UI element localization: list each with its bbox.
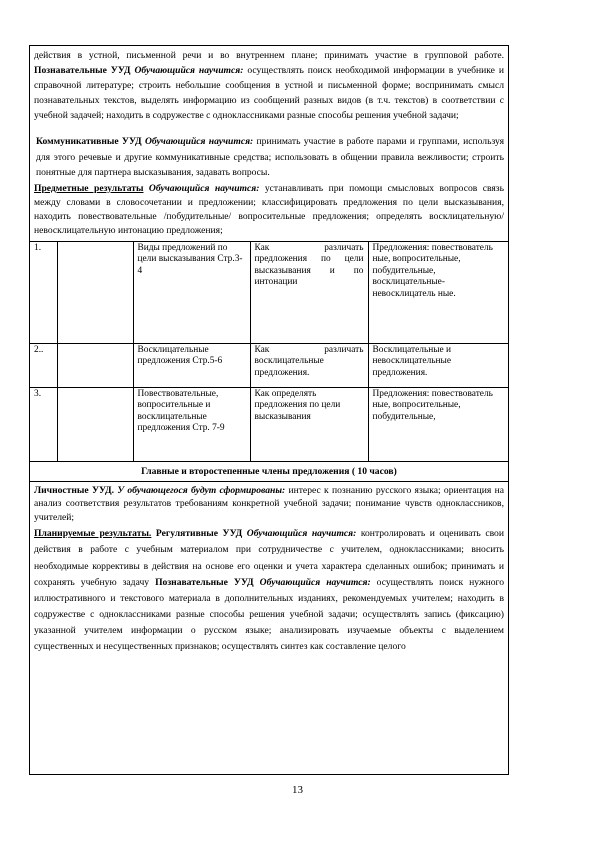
row-topic: Виды предложений по цели высказывания Стр.3-4 [133, 241, 250, 343]
table-row [30, 343, 509, 387]
planned-label: Планируемые результаты. [34, 528, 152, 540]
row-topic: Повествовательные, вопросительные и восклицательные предложения Стр. 7-9 [133, 387, 250, 461]
communicative-label: Коммуникативные УУД [36, 136, 142, 148]
row-topic: Восклицательные предложения Стр.5-6 [133, 343, 250, 387]
cognitive-label: Познавательные УУД [34, 65, 131, 77]
subject-paragraph [30, 182, 508, 241]
subject-label: Предметные результаты [34, 182, 144, 194]
personal-learner: У обучающегося будут сформированы: [117, 484, 286, 496]
regulative-label: Регулятивные УУД [155, 528, 243, 540]
row-question: Как различать предложения по цели высказывания и по интонации [250, 241, 368, 343]
personal-label: Личностные УУД. [34, 484, 115, 496]
page-frame [29, 45, 509, 775]
page-number: 13 [292, 784, 303, 796]
table-row [30, 387, 509, 461]
communicative-paragraph [30, 132, 508, 181]
intro-text: действия в устной, письменной речи и во внутреннем плане; принимать участие в групповой работе. [34, 50, 504, 61]
cognitive-text-2: осуществлять поиск нужного иллюстративного и текстового материала в дополнительных изданиях, рекомендуемых учителем; находить в содружестве с одноклассниками разные способы решения учебной задачи; осуществлять запись (фиксацию) указанной учителем информации о русском языке; анализировать изучаемые объекты с выделением существенных и несущественных признаков; осуществлять синтез как составление целого [34, 576, 504, 652]
row-empty-cell [57, 343, 133, 387]
personal-text: интерес к познанию русского языка; ориентация на анализ соответствия результатов требованиям конкретной учебной задачи; понимание чувств одноклассников, учителей; [34, 484, 504, 523]
row-number: 2.. [30, 343, 57, 387]
intro-paragraph [30, 46, 508, 125]
section-title: Главные и второстепенные члены предложения ( 10 часов) [30, 462, 508, 482]
communicative-learner: Обучающийся научится: [144, 136, 254, 148]
lessons-table [30, 241, 509, 462]
row-empty-cell [57, 241, 133, 343]
row-number: 3. [30, 387, 57, 461]
row-empty-cell [57, 387, 133, 461]
subject-text: устанавливать при помощи смысловых вопросов связь между словами в словосочетании и предложении; классифицировать предложения по цели высказывания, находить повествовательные /побудительные/ вопросительные предложения; определять восклицательную/невосклицательную интонацию предложения; [34, 182, 504, 237]
row-number: 1. [30, 241, 57, 343]
row-question: Как различать восклицательные предложения. [250, 343, 368, 387]
row-concepts: Предложения: повествователь ные, вопросительные, побудительные, [368, 387, 509, 461]
communicative-text: принимать участие в работе парами и группами, используя для этого речевые и другие коммуникативные средства; использовать в общении правила вежливости; строить понятные для партнера высказывания, задавать вопросы. [36, 136, 504, 178]
row-concepts: Восклицательные и невосклицательные предложения. [368, 343, 509, 387]
regulative-learner: Обучающийся научится: [246, 528, 357, 540]
cognitive-text: осуществлять поиск необходимой информации в учебнике и справочной литературе; строить небольшие сообщения в устной и письменной форме; воспринимать смысл познавательных текстов, выделять информацию из сообщений разных видов (в т.ч. текстов) в соответствии с учебной задачей; находить в содружестве с одноклассниками разные способы решения учебной задачи; [34, 65, 504, 122]
subject-learner: Обучающийся научится: [148, 182, 260, 194]
cognitive-learner: Обучающийся научится: [134, 65, 244, 77]
regulative-text: контролировать и оценивать свои действия в работе с учебным материалом при сотрудничестве с учителем, одноклассниками; вносить необходимые коррективы в действия на основе его оценки и учета характера сделанных ошибок; принимать и сохранять учебную задачу [34, 528, 504, 588]
row-concepts: Предложения: повествователь ные, вопросительные, побудительные, восклицательные-невосклицатель ные. [368, 241, 509, 343]
cognitive-label-2: Познавательные УУД [155, 576, 254, 588]
row-question: Как определять предложения по цели высказывания [250, 387, 368, 461]
planned-paragraph [30, 526, 508, 657]
table-row [30, 241, 509, 343]
personal-paragraph [30, 482, 508, 527]
cognitive-learner-2: Обучающийся научится: [259, 576, 371, 588]
